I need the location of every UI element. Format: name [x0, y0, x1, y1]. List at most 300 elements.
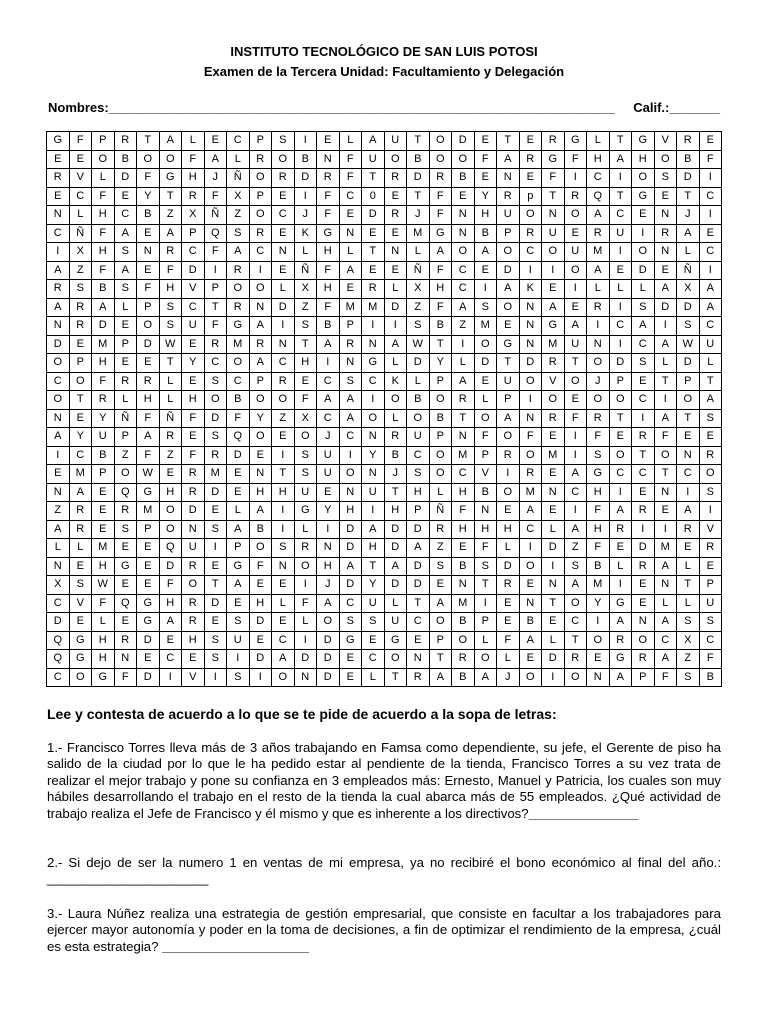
- grid-cell[interactable]: A: [339, 557, 362, 576]
- grid-cell[interactable]: I: [564, 169, 587, 188]
- grid-cell[interactable]: Ñ: [204, 206, 227, 225]
- grid-cell[interactable]: E: [69, 150, 92, 169]
- grid-cell[interactable]: L: [159, 372, 182, 391]
- grid-cell[interactable]: Y: [362, 576, 385, 595]
- grid-cell[interactable]: R: [384, 169, 407, 188]
- grid-cell[interactable]: F: [114, 668, 137, 687]
- grid-cell[interactable]: J: [317, 428, 340, 447]
- grid-cell[interactable]: E: [564, 298, 587, 317]
- grid-cell[interactable]: E: [474, 132, 497, 151]
- grid-cell[interactable]: A: [609, 668, 632, 687]
- grid-cell[interactable]: G: [137, 483, 160, 502]
- grid-cell[interactable]: I: [519, 391, 542, 410]
- grid-cell[interactable]: L: [227, 502, 250, 521]
- grid-cell[interactable]: I: [654, 520, 677, 539]
- grid-cell[interactable]: S: [564, 557, 587, 576]
- grid-cell[interactable]: S: [362, 613, 385, 632]
- grid-cell[interactable]: S: [677, 613, 700, 632]
- grid-cell[interactable]: A: [204, 150, 227, 169]
- grid-cell[interactable]: O: [272, 668, 295, 687]
- grid-cell[interactable]: C: [587, 169, 610, 188]
- grid-cell[interactable]: E: [699, 428, 722, 447]
- grid-cell[interactable]: V: [474, 465, 497, 484]
- grid-cell[interactable]: E: [272, 428, 295, 447]
- grid-cell[interactable]: E: [542, 428, 565, 447]
- grid-cell[interactable]: D: [384, 576, 407, 595]
- grid-cell[interactable]: H: [587, 520, 610, 539]
- grid-cell[interactable]: U: [362, 594, 385, 613]
- grid-cell[interactable]: O: [92, 150, 115, 169]
- grade-field[interactable]: Calif.:_______: [633, 100, 720, 115]
- grid-cell[interactable]: V: [182, 668, 205, 687]
- grid-cell[interactable]: H: [587, 483, 610, 502]
- grid-cell[interactable]: O: [609, 446, 632, 465]
- grid-cell[interactable]: D: [47, 613, 70, 632]
- grid-cell[interactable]: C: [339, 428, 362, 447]
- grid-cell[interactable]: D: [159, 557, 182, 576]
- grid-cell[interactable]: Q: [587, 187, 610, 206]
- grid-cell[interactable]: S: [204, 372, 227, 391]
- grid-cell[interactable]: S: [227, 668, 250, 687]
- grid-cell[interactable]: G: [497, 335, 520, 354]
- grid-cell[interactable]: G: [587, 465, 610, 484]
- grid-cell[interactable]: Z: [429, 539, 452, 558]
- grid-cell[interactable]: U: [384, 613, 407, 632]
- grid-cell[interactable]: D: [182, 261, 205, 280]
- grid-cell[interactable]: Y: [249, 409, 272, 428]
- grid-cell[interactable]: S: [587, 446, 610, 465]
- grid-cell[interactable]: L: [294, 243, 317, 262]
- grid-cell[interactable]: E: [69, 409, 92, 428]
- grid-cell[interactable]: E: [204, 613, 227, 632]
- grid-cell[interactable]: R: [272, 372, 295, 391]
- grid-cell[interactable]: R: [699, 539, 722, 558]
- grid-cell[interactable]: C: [227, 132, 250, 151]
- grid-cell[interactable]: G: [137, 594, 160, 613]
- grid-cell[interactable]: A: [519, 502, 542, 521]
- grid-cell[interactable]: F: [182, 409, 205, 428]
- grid-cell[interactable]: L: [474, 631, 497, 650]
- grid-cell[interactable]: N: [339, 354, 362, 373]
- grid-cell[interactable]: O: [452, 150, 475, 169]
- grid-cell[interactable]: O: [159, 502, 182, 521]
- grid-cell[interactable]: S: [339, 372, 362, 391]
- grid-cell[interactable]: L: [182, 132, 205, 151]
- grid-cell[interactable]: O: [474, 335, 497, 354]
- grid-cell[interactable]: S: [339, 613, 362, 632]
- grid-cell[interactable]: D: [677, 354, 700, 373]
- grid-cell[interactable]: T: [677, 187, 700, 206]
- grid-cell[interactable]: S: [677, 668, 700, 687]
- grid-cell[interactable]: C: [114, 206, 137, 225]
- grid-cell[interactable]: H: [249, 483, 272, 502]
- grid-cell[interactable]: A: [497, 280, 520, 299]
- grid-cell[interactable]: G: [564, 132, 587, 151]
- grid-cell[interactable]: D: [497, 557, 520, 576]
- grid-cell[interactable]: G: [317, 224, 340, 243]
- grid-cell[interactable]: N: [47, 557, 70, 576]
- grid-cell[interactable]: I: [294, 187, 317, 206]
- grid-cell[interactable]: O: [474, 650, 497, 669]
- grid-cell[interactable]: F: [204, 243, 227, 262]
- grid-cell[interactable]: R: [587, 298, 610, 317]
- grid-cell[interactable]: Z: [294, 298, 317, 317]
- grid-cell[interactable]: E: [272, 187, 295, 206]
- grid-cell[interactable]: I: [564, 280, 587, 299]
- grid-cell[interactable]: Z: [69, 261, 92, 280]
- grid-cell[interactable]: N: [249, 465, 272, 484]
- grid-cell[interactable]: I: [677, 483, 700, 502]
- grid-cell[interactable]: E: [362, 224, 385, 243]
- grid-cell[interactable]: J: [204, 169, 227, 188]
- grid-cell[interactable]: R: [519, 465, 542, 484]
- grid-cell[interactable]: U: [182, 317, 205, 336]
- grid-cell[interactable]: I: [47, 243, 70, 262]
- grid-cell[interactable]: A: [452, 298, 475, 317]
- grid-cell[interactable]: T: [677, 576, 700, 595]
- grid-cell[interactable]: R: [159, 428, 182, 447]
- grid-cell[interactable]: C: [407, 613, 430, 632]
- grid-cell[interactable]: U: [294, 483, 317, 502]
- grid-cell[interactable]: K: [519, 280, 542, 299]
- grid-cell[interactable]: C: [564, 483, 587, 502]
- grid-cell[interactable]: H: [317, 557, 340, 576]
- grid-cell[interactable]: T: [384, 668, 407, 687]
- grid-cell[interactable]: D: [609, 354, 632, 373]
- grid-cell[interactable]: P: [677, 372, 700, 391]
- grid-cell[interactable]: T: [204, 298, 227, 317]
- grid-cell[interactable]: G: [362, 354, 385, 373]
- grid-cell[interactable]: S: [204, 520, 227, 539]
- grid-cell[interactable]: A: [564, 520, 587, 539]
- grid-cell[interactable]: O: [609, 391, 632, 410]
- grid-cell[interactable]: M: [519, 483, 542, 502]
- grid-cell[interactable]: N: [452, 576, 475, 595]
- grid-cell[interactable]: M: [587, 243, 610, 262]
- grid-cell[interactable]: N: [519, 298, 542, 317]
- grid-cell[interactable]: G: [339, 631, 362, 650]
- grid-cell[interactable]: A: [429, 668, 452, 687]
- grid-cell[interactable]: C: [272, 206, 295, 225]
- grid-cell[interactable]: N: [47, 206, 70, 225]
- grid-cell[interactable]: I: [519, 539, 542, 558]
- grid-cell[interactable]: Y: [474, 187, 497, 206]
- grid-cell[interactable]: O: [519, 372, 542, 391]
- grid-cell[interactable]: I: [699, 206, 722, 225]
- grid-cell[interactable]: F: [137, 280, 160, 299]
- grid-cell[interactable]: R: [497, 446, 520, 465]
- grid-cell[interactable]: L: [429, 483, 452, 502]
- grid-cell[interactable]: G: [609, 594, 632, 613]
- grid-cell[interactable]: C: [317, 372, 340, 391]
- grid-cell[interactable]: O: [497, 298, 520, 317]
- grid-cell[interactable]: E: [384, 224, 407, 243]
- grid-cell[interactable]: N: [294, 668, 317, 687]
- grid-cell[interactable]: E: [362, 631, 385, 650]
- grid-cell[interactable]: I: [542, 557, 565, 576]
- grid-cell[interactable]: C: [339, 187, 362, 206]
- grid-cell[interactable]: A: [47, 261, 70, 280]
- grid-cell[interactable]: P: [632, 668, 655, 687]
- grid-cell[interactable]: V: [542, 372, 565, 391]
- grid-cell[interactable]: A: [654, 409, 677, 428]
- grid-cell[interactable]: E: [272, 261, 295, 280]
- grid-cell[interactable]: D: [407, 520, 430, 539]
- grid-cell[interactable]: F: [474, 428, 497, 447]
- grid-cell[interactable]: R: [632, 650, 655, 669]
- grid-cell[interactable]: Ñ: [159, 409, 182, 428]
- grid-cell[interactable]: O: [204, 391, 227, 410]
- grid-cell[interactable]: X: [677, 280, 700, 299]
- grid-cell[interactable]: D: [249, 650, 272, 669]
- grid-cell[interactable]: H: [159, 280, 182, 299]
- grid-cell[interactable]: Ñ: [227, 169, 250, 188]
- grid-cell[interactable]: H: [452, 520, 475, 539]
- grid-cell[interactable]: E: [384, 187, 407, 206]
- grid-cell[interactable]: M: [227, 335, 250, 354]
- grid-cell[interactable]: F: [587, 428, 610, 447]
- grid-cell[interactable]: T: [542, 594, 565, 613]
- grid-cell[interactable]: U: [407, 428, 430, 447]
- grid-cell[interactable]: B: [452, 668, 475, 687]
- grid-cell[interactable]: P: [609, 372, 632, 391]
- grid-cell[interactable]: C: [519, 520, 542, 539]
- grid-cell[interactable]: D: [204, 409, 227, 428]
- grid-cell[interactable]: X: [677, 631, 700, 650]
- grid-cell[interactable]: L: [699, 354, 722, 373]
- grid-cell[interactable]: O: [249, 539, 272, 558]
- grid-cell[interactable]: E: [339, 280, 362, 299]
- grid-cell[interactable]: O: [519, 206, 542, 225]
- grid-cell[interactable]: C: [47, 224, 70, 243]
- grid-cell[interactable]: D: [384, 520, 407, 539]
- grid-cell[interactable]: A: [114, 261, 137, 280]
- grid-cell[interactable]: O: [429, 391, 452, 410]
- grid-cell[interactable]: T: [384, 483, 407, 502]
- grid-cell[interactable]: O: [632, 243, 655, 262]
- grid-cell[interactable]: C: [452, 261, 475, 280]
- grid-cell[interactable]: E: [249, 446, 272, 465]
- grid-cell[interactable]: F: [92, 372, 115, 391]
- grid-cell[interactable]: E: [272, 576, 295, 595]
- grid-cell[interactable]: D: [114, 169, 137, 188]
- grid-cell[interactable]: O: [452, 243, 475, 262]
- grid-cell[interactable]: D: [294, 169, 317, 188]
- grid-cell[interactable]: E: [114, 354, 137, 373]
- grid-cell[interactable]: R: [519, 150, 542, 169]
- grid-cell[interactable]: D: [339, 520, 362, 539]
- grid-cell[interactable]: A: [227, 520, 250, 539]
- grid-cell[interactable]: Z: [159, 446, 182, 465]
- grid-cell[interactable]: R: [69, 502, 92, 521]
- grid-cell[interactable]: L: [272, 594, 295, 613]
- grid-cell[interactable]: T: [69, 391, 92, 410]
- grid-cell[interactable]: Ñ: [407, 261, 430, 280]
- grid-cell[interactable]: P: [497, 224, 520, 243]
- grid-cell[interactable]: R: [587, 224, 610, 243]
- grid-cell[interactable]: I: [699, 261, 722, 280]
- question-2-answer-blank[interactable]: ______________________: [47, 871, 209, 887]
- grid-cell[interactable]: F: [452, 502, 475, 521]
- grid-cell[interactable]: T: [407, 132, 430, 151]
- grid-cell[interactable]: Ñ: [677, 261, 700, 280]
- grid-cell[interactable]: C: [227, 372, 250, 391]
- grid-cell[interactable]: J: [497, 668, 520, 687]
- grid-cell[interactable]: I: [609, 576, 632, 595]
- grid-cell[interactable]: N: [452, 206, 475, 225]
- grid-cell[interactable]: H: [137, 391, 160, 410]
- grid-cell[interactable]: R: [677, 132, 700, 151]
- grid-cell[interactable]: G: [92, 668, 115, 687]
- grid-cell[interactable]: L: [114, 391, 137, 410]
- grid-cell[interactable]: R: [564, 187, 587, 206]
- grid-cell[interactable]: Ñ: [114, 409, 137, 428]
- grid-cell[interactable]: B: [474, 224, 497, 243]
- grid-cell[interactable]: T: [294, 335, 317, 354]
- grid-cell[interactable]: O: [429, 132, 452, 151]
- grid-cell[interactable]: N: [317, 150, 340, 169]
- grid-cell[interactable]: G: [429, 224, 452, 243]
- question-3-answer-blank[interactable]: ____________________: [162, 938, 309, 954]
- grid-cell[interactable]: F: [429, 261, 452, 280]
- grid-cell[interactable]: I: [249, 668, 272, 687]
- grid-cell[interactable]: L: [677, 557, 700, 576]
- grid-cell[interactable]: D: [632, 539, 655, 558]
- grid-cell[interactable]: F: [339, 150, 362, 169]
- grid-cell[interactable]: O: [294, 428, 317, 447]
- grid-cell[interactable]: C: [272, 354, 295, 373]
- grid-cell[interactable]: F: [137, 409, 160, 428]
- grid-cell[interactable]: E: [519, 576, 542, 595]
- grid-cell[interactable]: E: [564, 391, 587, 410]
- grid-cell[interactable]: B: [587, 557, 610, 576]
- grid-cell[interactable]: Q: [47, 631, 70, 650]
- grid-cell[interactable]: P: [699, 576, 722, 595]
- grid-cell[interactable]: U: [317, 446, 340, 465]
- grid-cell[interactable]: T: [564, 354, 587, 373]
- grid-cell[interactable]: A: [587, 261, 610, 280]
- grid-cell[interactable]: R: [429, 520, 452, 539]
- grid-cell[interactable]: A: [249, 354, 272, 373]
- grid-cell[interactable]: I: [632, 224, 655, 243]
- grid-cell[interactable]: O: [429, 613, 452, 632]
- grid-cell[interactable]: N: [362, 428, 385, 447]
- grid-cell[interactable]: E: [249, 631, 272, 650]
- grid-cell[interactable]: E: [182, 650, 205, 669]
- grid-cell[interactable]: H: [339, 502, 362, 521]
- grid-cell[interactable]: F: [542, 169, 565, 188]
- grid-cell[interactable]: D: [339, 539, 362, 558]
- grid-cell[interactable]: E: [137, 539, 160, 558]
- grid-cell[interactable]: A: [227, 576, 250, 595]
- grid-cell[interactable]: D: [384, 298, 407, 317]
- grid-cell[interactable]: F: [654, 428, 677, 447]
- grid-cell[interactable]: R: [182, 187, 205, 206]
- grid-cell[interactable]: P: [69, 354, 92, 373]
- grid-cell[interactable]: I: [294, 132, 317, 151]
- grid-cell[interactable]: M: [204, 465, 227, 484]
- grid-cell[interactable]: S: [474, 557, 497, 576]
- grid-cell[interactable]: T: [497, 132, 520, 151]
- grid-cell[interactable]: R: [249, 335, 272, 354]
- grid-cell[interactable]: O: [272, 391, 295, 410]
- grid-cell[interactable]: T: [452, 409, 475, 428]
- grid-cell[interactable]: D: [474, 354, 497, 373]
- grid-cell[interactable]: U: [609, 224, 632, 243]
- grid-cell[interactable]: F: [159, 261, 182, 280]
- grid-cell[interactable]: L: [114, 298, 137, 317]
- grid-cell[interactable]: L: [632, 280, 655, 299]
- grid-cell[interactable]: X: [47, 576, 70, 595]
- grid-cell[interactable]: O: [227, 354, 250, 373]
- grid-cell[interactable]: E: [114, 317, 137, 336]
- grid-cell[interactable]: D: [407, 557, 430, 576]
- grid-cell[interactable]: P: [249, 187, 272, 206]
- grid-cell[interactable]: E: [339, 668, 362, 687]
- grid-cell[interactable]: E: [474, 169, 497, 188]
- grid-cell[interactable]: A: [339, 391, 362, 410]
- grid-cell[interactable]: A: [474, 668, 497, 687]
- grid-cell[interactable]: Y: [429, 354, 452, 373]
- grid-cell[interactable]: U: [542, 224, 565, 243]
- grid-cell[interactable]: I: [654, 317, 677, 336]
- grid-cell[interactable]: Y: [587, 594, 610, 613]
- grid-cell[interactable]: X: [294, 409, 317, 428]
- grid-cell[interactable]: L: [587, 132, 610, 151]
- grid-cell[interactable]: H: [92, 354, 115, 373]
- grid-cell[interactable]: L: [407, 372, 430, 391]
- grid-cell[interactable]: F: [339, 169, 362, 188]
- grid-cell[interactable]: H: [159, 483, 182, 502]
- grid-cell[interactable]: C: [182, 298, 205, 317]
- grid-cell[interactable]: E: [204, 557, 227, 576]
- grid-cell[interactable]: V: [654, 132, 677, 151]
- grid-cell[interactable]: L: [654, 594, 677, 613]
- grid-cell[interactable]: L: [407, 243, 430, 262]
- grid-cell[interactable]: E: [339, 650, 362, 669]
- grid-cell[interactable]: W: [92, 576, 115, 595]
- grid-cell[interactable]: B: [677, 150, 700, 169]
- grid-cell[interactable]: R: [542, 409, 565, 428]
- grid-cell[interactable]: I: [519, 261, 542, 280]
- grid-cell[interactable]: S: [204, 428, 227, 447]
- grid-cell[interactable]: R: [407, 668, 430, 687]
- grid-cell[interactable]: U: [564, 335, 587, 354]
- grid-cell[interactable]: E: [699, 557, 722, 576]
- grid-cell[interactable]: Q: [114, 594, 137, 613]
- grid-cell[interactable]: C: [362, 650, 385, 669]
- grid-cell[interactable]: T: [429, 650, 452, 669]
- grid-cell[interactable]: L: [47, 539, 70, 558]
- grid-cell[interactable]: J: [587, 372, 610, 391]
- grid-cell[interactable]: N: [519, 409, 542, 428]
- grid-cell[interactable]: F: [654, 668, 677, 687]
- grid-cell[interactable]: D: [294, 650, 317, 669]
- grid-cell[interactable]: G: [384, 631, 407, 650]
- grid-cell[interactable]: C: [69, 187, 92, 206]
- grid-cell[interactable]: F: [317, 261, 340, 280]
- grid-cell[interactable]: I: [272, 520, 295, 539]
- grid-cell[interactable]: U: [699, 594, 722, 613]
- grid-cell[interactable]: E: [182, 428, 205, 447]
- grid-cell[interactable]: I: [609, 335, 632, 354]
- grid-cell[interactable]: G: [47, 132, 70, 151]
- grid-cell[interactable]: E: [677, 428, 700, 447]
- grid-cell[interactable]: I: [384, 317, 407, 336]
- grid-cell[interactable]: C: [249, 243, 272, 262]
- grid-cell[interactable]: D: [677, 169, 700, 188]
- grid-cell[interactable]: A: [249, 502, 272, 521]
